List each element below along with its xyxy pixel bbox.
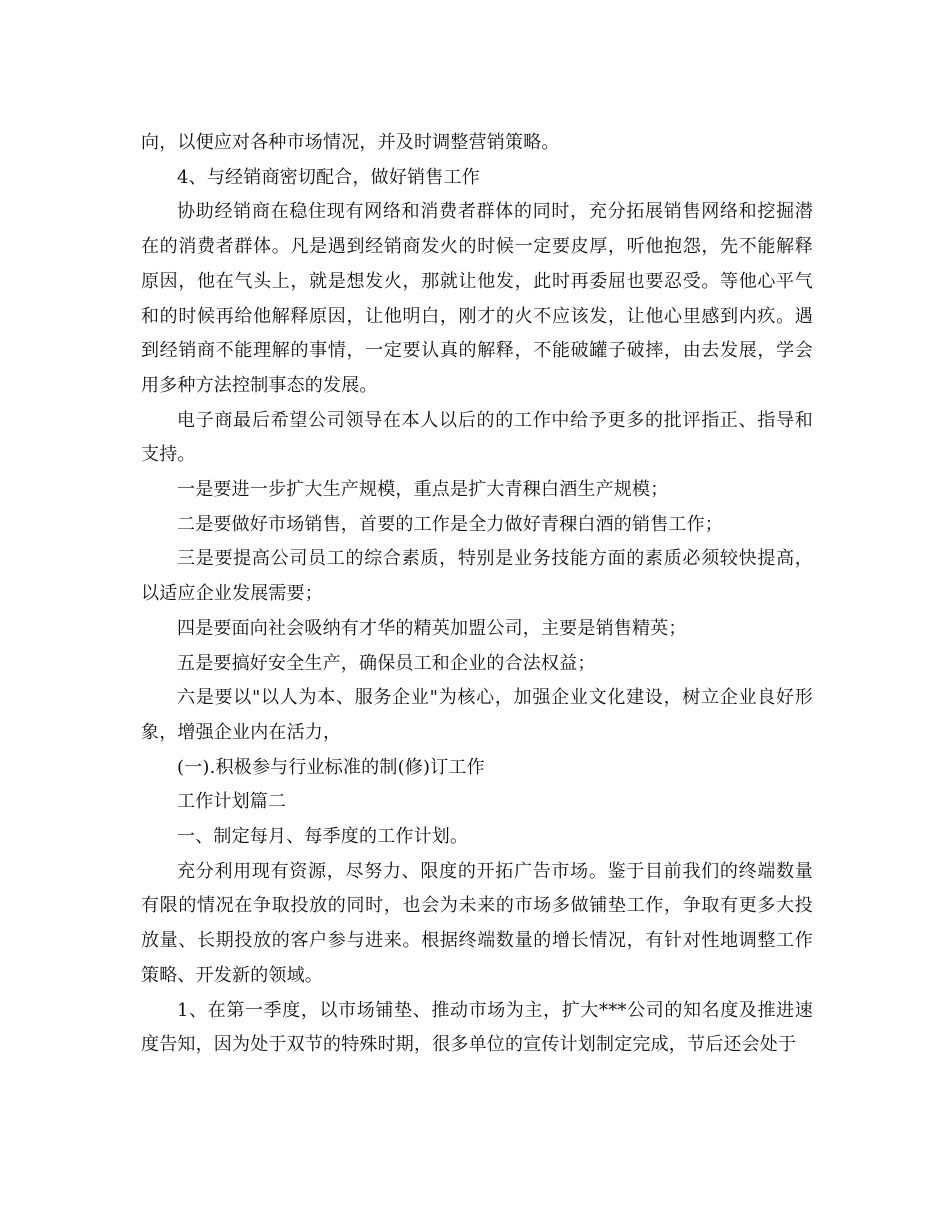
paragraph-heading-dealer-cooperation: 4、与经销商密切配合，做好销售工作 (177, 166, 480, 188)
paragraph-dealer-assistance: 协助经销商在稳住现有网络和消费者群体的同时，充分拓展销售网络和挖掘潜在的消费者群体。凡是遇到经销商发火的时候一定要皮厚，听他抱怨，先不能解释原因，他在气头上，就是想发火，那就让他发，此时再委屈也要忍受。等他心平气和的时候再给他解释原因，让他明白，刚才的火不应该发，让他心里感到内疚。遇到经销商不能理解的事情，一定要认真的解释，不能破罐子破摔，由去发展，学会用多种方法控制事态的发展。 (141, 201, 813, 396)
paragraph-item-one: 一是要进一步扩大生产规模，重点是扩大青稞白酒生产规模； (177, 479, 669, 501)
paragraph-first-quarter: 1、在第一季度，以市场铺垫、推动市场为主，扩大***公司的知名度及推进速度告知，因为处于双节的特殊时期，很多单位的宣传计划制定完成，节后还会处于 (141, 999, 813, 1056)
paragraph-leadership-hope: 电子商最后希望公司领导在本人以后的的工作中给予更多的批评指正、指导和支持。 (141, 409, 813, 466)
paragraph-section-monthly-plan: 一、制定每月、每季度的工作计划。 (177, 826, 469, 848)
paragraph-title-plan-two: 工作计划篇二 (177, 791, 287, 813)
paragraph-section-standards: (一).积极参与行业标准的制(修)订工作 (177, 756, 485, 778)
paragraph-continuation: 向，以便应对各种市场情况，并及时调整营销策略。 (141, 132, 560, 153)
paragraph-item-six: 六是要以"以人为本、服务企业"为核心，加强企业文化建设，树立企业良好形象，增强企业内在活力， (141, 687, 813, 743)
paragraph-item-two: 二是要做好市场销售，首要的工作是全力做好青稞白酒的销售工作； (177, 513, 723, 535)
paragraph-item-three: 三是要提高公司员工的综合素质，特别是业务技能方面的素质必须较快提高，以适应企业发展需要； (141, 548, 813, 605)
document-body (141, 126, 813, 1063)
paragraph-item-five: 五是要搞好安全生产，确保员工和企业的合法权益； (177, 652, 596, 674)
paragraph-resource-utilization: 充分利用现有资源，尽努力、限度的开拓广告市场。鉴于目前我们的终端数量有限的情况在争取投放的同时，也会为未来的市场多做铺垫工作，争取有更多大投放量、长期投放的客户参与进来。根据终端数量的增长情况，有针对性地调整工作策略、开发新的领域。 (141, 860, 813, 986)
paragraph-item-four: 四是要面向社会吸纳有才华的精英加盟公司，主要是销售精英； (177, 617, 687, 639)
